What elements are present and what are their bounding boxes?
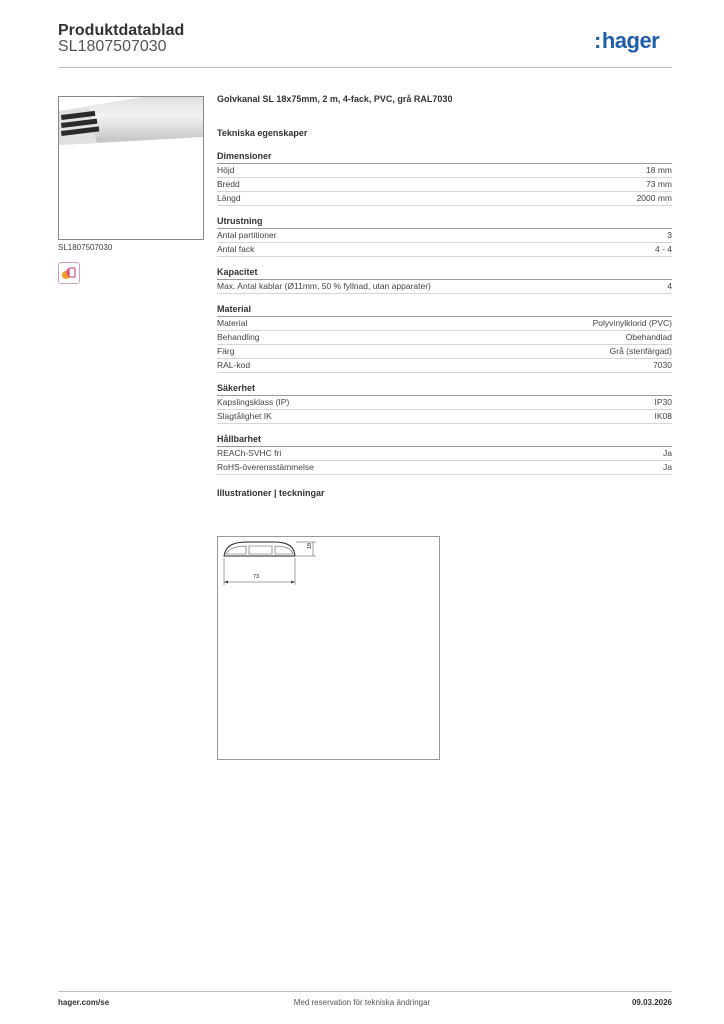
spec-value: 4: [667, 281, 672, 291]
drawing-height-label: 18: [307, 542, 313, 549]
spec-row: [217, 164, 672, 178]
product-title: Golvkanal SL 18x75mm, 2 m, 4-fack, PVC, grå RAL7030: [217, 94, 453, 104]
spec-label: Behandling: [217, 332, 260, 342]
product-badge-icon: [58, 262, 80, 284]
section-utrustning: [217, 215, 672, 257]
spec-label: Antal partitioner: [217, 230, 277, 240]
spec-row: [217, 317, 672, 331]
spec-row: [217, 280, 672, 294]
spec-value: Polyvinylklorid (PVC): [592, 318, 672, 328]
illustrations-title: Illustrationer | teckningar: [217, 488, 325, 498]
spec-value: 18 mm: [646, 165, 672, 175]
footer-divider: [58, 991, 672, 992]
spec-value: IP30: [654, 397, 672, 407]
header-title: Produktdatablad: [58, 22, 185, 39]
spec-value: 2000 mm: [636, 193, 672, 203]
footer-site-link[interactable]: hager.com/se: [58, 998, 110, 1007]
section-title: Utrustning: [217, 215, 672, 229]
section-kapacitet: [217, 266, 672, 294]
footer-date: 09.03.2026: [631, 998, 672, 1007]
spec-row: [217, 229, 672, 243]
spec-value: Obehandlad: [625, 332, 672, 342]
spec-label: Kapslingsklass (IP): [217, 397, 290, 407]
spec-row: [217, 410, 672, 424]
spec-label: RoHS-överensstämmelse: [217, 462, 314, 472]
section-title: Säkerhet: [217, 382, 672, 396]
spec-value: 3: [667, 230, 672, 240]
spec-row: [217, 243, 672, 257]
section-material: [217, 303, 672, 373]
section-hallbarhet: [217, 433, 672, 475]
spec-label: Höjd: [217, 165, 235, 175]
section-title: Dimensioner: [217, 150, 672, 164]
drawing-width-label: 73: [253, 574, 260, 580]
spec-value: 7030: [653, 360, 672, 370]
spec-value: Grå (stenfärgad): [609, 346, 672, 356]
spec-value: Ja: [663, 448, 672, 458]
logo-text: hager: [601, 28, 660, 53]
article-number: SL1807507030: [58, 38, 167, 55]
spec-content: [217, 94, 672, 504]
product-photo: [58, 96, 204, 240]
spec-row: [217, 331, 672, 345]
section-title: Material: [217, 303, 672, 317]
properties-title: Tekniska egenskaper: [217, 128, 308, 138]
spec-row: [217, 396, 672, 410]
spec-row: [217, 192, 672, 206]
spec-label: Material: [217, 318, 248, 328]
spec-label: Max. Antal kablar (Ø11mm, 50 % fyllnad, utan apparater): [217, 281, 431, 291]
spec-value: 4 - 4: [654, 244, 672, 254]
spec-row: [217, 178, 672, 192]
section-sakerhet: [217, 382, 672, 424]
section-title: Kapacitet: [217, 266, 672, 280]
spec-label: RAL-kod: [217, 360, 251, 370]
spec-value: 73 mm: [646, 179, 672, 189]
spec-label: Slagtålighet IK: [217, 411, 272, 421]
spec-row: [217, 359, 672, 373]
spec-label: Färg: [217, 346, 235, 356]
spec-row: [217, 345, 672, 359]
spec-value: IK08: [654, 411, 672, 421]
spec-label: Bredd: [217, 179, 240, 189]
header-divider: [58, 67, 672, 68]
section-dimensioner: [217, 150, 672, 206]
spec-label: REACh-SVHC fri: [217, 448, 282, 458]
technical-drawing: [217, 536, 440, 760]
spec-label: Längd: [217, 193, 241, 203]
section-title: Hållbarhet: [217, 433, 672, 447]
footer-disclaimer: Med reservation för tekniska ändringar: [293, 998, 431, 1007]
hager-logo: :hager: [594, 28, 660, 53]
spec-row: [217, 447, 672, 461]
spec-row: [217, 461, 672, 475]
spec-label: Antal fack: [217, 244, 255, 254]
spec-value: Ja: [663, 462, 672, 472]
photo-caption: SL1807507030: [58, 243, 113, 252]
